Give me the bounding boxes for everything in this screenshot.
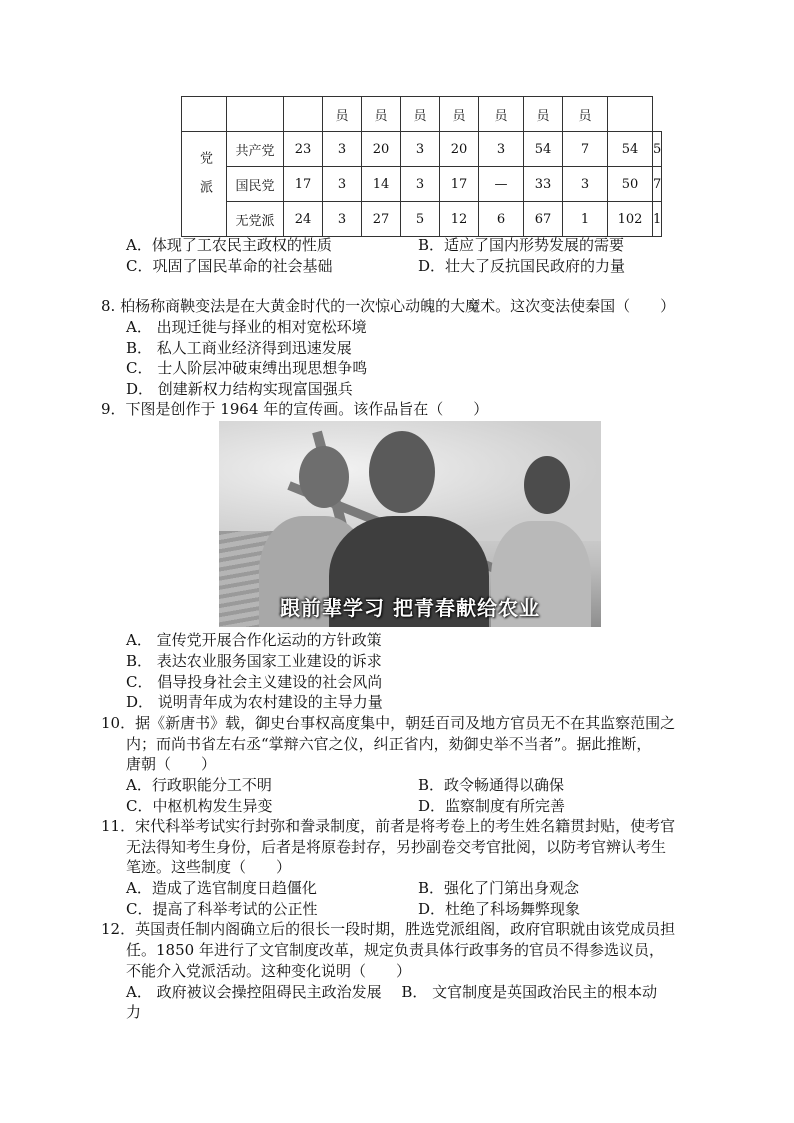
q11-stem-line: 11．宋代科举考试实行封弥和誊录制度，前者是将考卷上的考生姓名籍贯封贴，使考官 [101, 817, 676, 835]
table-cell: 5 [653, 132, 662, 167]
q10-option-a[interactable]: A．行政职能分工不明 [126, 776, 272, 794]
q8-option-c[interactable]: C． 士人阶层冲破束缚出现思想争鸣 [126, 359, 368, 377]
table-header-cell: 员 [401, 97, 440, 132]
table-header-cell: 员 [323, 97, 362, 132]
side-label: 党派 [182, 132, 227, 237]
table-cell: 1 [563, 202, 608, 237]
table-cell: 1 [653, 202, 662, 237]
table-cell: 24 [284, 202, 323, 237]
q12-stem-line: 任。1850 年进行了文官制度改革，规定负责具体行政事务的官员不得参选议员， [126, 941, 664, 959]
q8-stem: 8. 柏杨称商鞅变法是在大黄金时代的一次惊心动魄的大魔术。这次变法使秦国（ ） [101, 297, 676, 315]
q11-option-b[interactable]: B．强化了门第出身观念 [418, 879, 580, 897]
table-header-row [182, 97, 662, 132]
q7-option-a[interactable]: A．体现了工农民主政权的性质 [126, 236, 332, 254]
table-header-cell: 员 [524, 97, 563, 132]
q10-option-c[interactable]: C．中枢机构发生异变 [126, 797, 273, 815]
table-cell: 3 [401, 132, 440, 167]
q10-stem-line: 10．据《新唐书》载，御史台事权高度集中，朝廷百司及地方官员无不在其监察范围之 [101, 714, 676, 732]
table-cell: 5 [401, 202, 440, 237]
elder-head [369, 431, 435, 513]
table-header-cell: 员 [362, 97, 401, 132]
table-cell: 20 [362, 132, 401, 167]
q8-option-a[interactable]: A． 出现迁徙与择业的相对宽松环境 [126, 318, 367, 336]
group-label: 共产党 [227, 132, 284, 167]
table-header-cell [227, 97, 284, 132]
table-cell: 33 [524, 167, 563, 202]
table-cell: 3 [323, 132, 362, 167]
q7-option-c[interactable]: C．巩固了国民革命的社会基础 [126, 257, 333, 275]
table-row [182, 202, 662, 237]
table-cell: 3 [479, 132, 524, 167]
q9-option-d[interactable]: D． 说明青年成为农村建设的主导力量 [126, 693, 383, 711]
q12-options-line[interactable]: A． 政府被议会操控阻碍民主政治发展 B． 文官制度是英国政治民主的根本动 [126, 983, 658, 1001]
q11-option-d[interactable]: D．杜绝了科场舞弊现象 [418, 900, 581, 918]
table-header-cell: 员 [479, 97, 524, 132]
youth-head [299, 446, 349, 508]
table-cell: 7 [653, 167, 662, 202]
party-seat-table [181, 96, 662, 237]
table-cell: 3 [401, 167, 440, 202]
table-cell: 20 [440, 132, 479, 167]
q10-option-d[interactable]: D．监察制度有所完善 [418, 797, 566, 815]
table-row [182, 132, 662, 167]
table-cell: 3 [323, 202, 362, 237]
table-cell: 23 [284, 132, 323, 167]
q12-stem-line: 不能介入党派活动。这种变化说明（ ） [126, 962, 412, 980]
group-label: 无党派 [227, 202, 284, 237]
table-cell: 102 [608, 202, 653, 237]
q12-options-line-wrap: 力 [126, 1003, 142, 1021]
q10-stem-line: 内；而尚书省左右丞“掌辩六官之仪，纠正省内，劾御史举不当者”。据此推断， [126, 735, 652, 753]
table-cell: 17 [440, 167, 479, 202]
q9-stem: 9．下图是创作于 1964 年的宣传画。该作品旨在（ ） [101, 400, 489, 418]
table-cell: 54 [608, 132, 653, 167]
group-label: 国民党 [227, 167, 284, 202]
table-header-cell: 员 [563, 97, 608, 132]
propaganda-poster [219, 421, 601, 627]
table-header-cell [182, 97, 227, 132]
table-header-cell [608, 97, 653, 132]
table-row [182, 167, 662, 202]
table-cell: 12 [440, 202, 479, 237]
table-cell: 54 [524, 132, 563, 167]
table-cell: 17 [284, 167, 323, 202]
table-header-cell: 员 [440, 97, 479, 132]
q9-option-c[interactable]: C． 倡导投身社会主义建设的社会风尚 [126, 673, 383, 691]
table-cell: — [479, 167, 524, 202]
table-cell: 6 [479, 202, 524, 237]
table-header-cell [284, 97, 323, 132]
q11-option-c[interactable]: C．提高了科举考试的公正性 [126, 900, 318, 918]
table-cell: 14 [362, 167, 401, 202]
q12-stem-line: 12．英国责任制内阁确立后的很长一段时期，胜选党派组阁，政府官职就由该党成员担 [101, 920, 676, 938]
table-cell: 3 [563, 167, 608, 202]
q11-option-a[interactable]: A．造成了选官制度日趋僵化 [126, 879, 317, 897]
q10-option-b[interactable]: B．政令畅通得以确保 [418, 776, 565, 794]
woman-head [524, 456, 570, 514]
q7-option-d[interactable]: D．壮大了反抗国民政府的力量 [418, 257, 626, 275]
q11-stem-line: 无法得知考生身份，后者是将原卷封存，另抄副卷交考官批阅，以防考官辨认考生 [126, 838, 667, 856]
table-cell: 3 [323, 167, 362, 202]
table-cell: 27 [362, 202, 401, 237]
q10-stem-line: 唐朝（ ） [126, 755, 217, 773]
q8-option-d[interactable]: D． 创建新权力结构实现富国强兵 [126, 380, 353, 398]
q11-stem-line: 笔迹。这些制度（ ） [126, 858, 292, 876]
table-cell: 7 [563, 132, 608, 167]
q9-option-b[interactable]: B． 表达农业服务国家工业建设的诉求 [126, 652, 382, 670]
table-cell: 67 [524, 202, 563, 237]
q9-option-a[interactable]: A． 宣传党开展合作化运动的方针政策 [126, 631, 382, 649]
q8-option-b[interactable]: B． 私人工商业经济得到迅速发展 [126, 339, 352, 357]
poster-caption: 跟前辈学习 把青春献给农业 [280, 596, 540, 620]
table-cell: 50 [608, 167, 653, 202]
q7-option-b[interactable]: B．适应了国内形势发展的需要 [418, 236, 625, 254]
